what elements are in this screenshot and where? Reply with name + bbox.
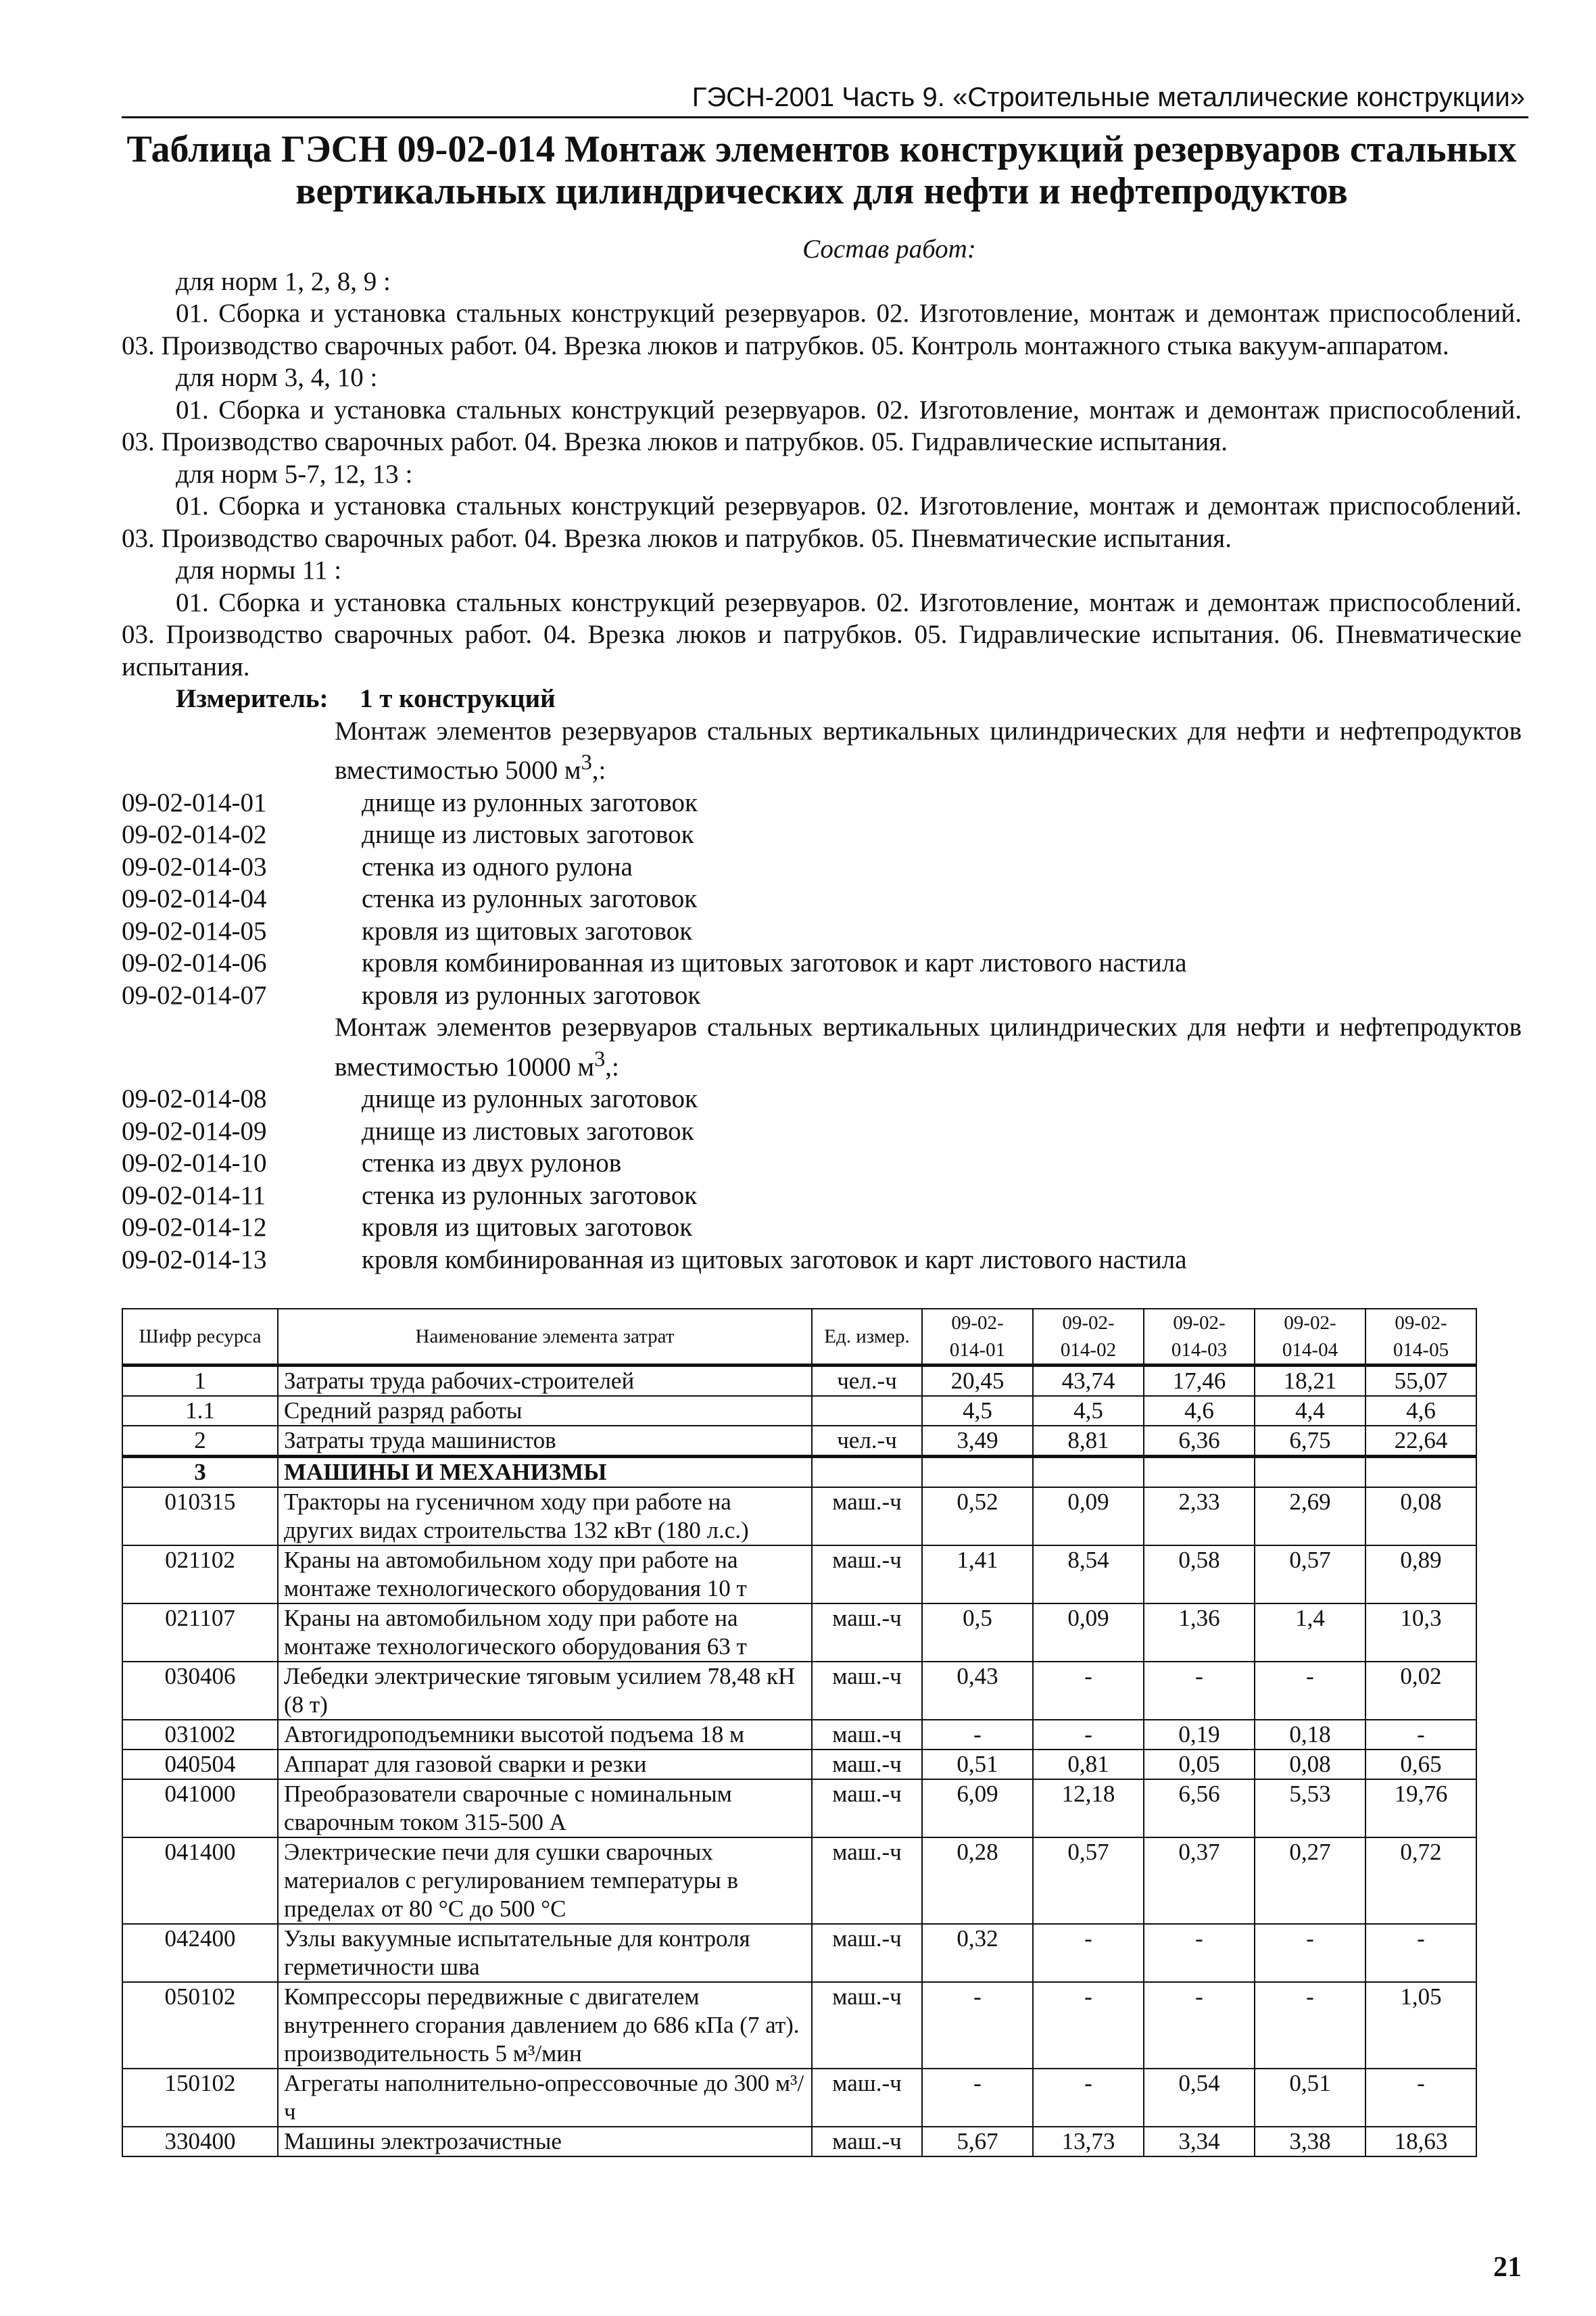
cell-value: -: [1033, 1982, 1144, 2069]
norm-code: 09-02-014-13: [122, 1245, 267, 1274]
cell-value: 0,51: [922, 1750, 1033, 1779]
cell-value: 20,45: [922, 1366, 1033, 1397]
table-header-row: [122, 1309, 1476, 1366]
norm-group-label: для норм 5-7, 12, 13 :: [176, 459, 413, 489]
norm-item: [122, 1083, 1522, 1115]
norm-desc: кровля комбинированная из щитовых заготовок и карт листового настила: [362, 1245, 1187, 1274]
cell-unit: [812, 1396, 922, 1426]
cell-value: [1144, 1457, 1255, 1488]
page-number: 21: [1493, 2252, 1522, 2283]
cell-value: 4,5: [922, 1396, 1033, 1426]
norm-item: [122, 915, 1522, 948]
header-norm-col: 09-02- 014-02: [1033, 1309, 1144, 1366]
cell-code: 3: [122, 1457, 278, 1488]
cell-value: 19,76: [1365, 1779, 1476, 1837]
norm-desc: кровля из щитовых заготовок: [362, 916, 693, 946]
cell-unit: маш.-ч: [812, 1924, 922, 1982]
cell-value: -: [1144, 1924, 1255, 1982]
cell-unit: чел.-ч: [812, 1426, 922, 1457]
table-row: [122, 1924, 1476, 1982]
table-row: [122, 1487, 1476, 1545]
cell-value: 5,53: [1255, 1779, 1365, 1837]
meter-row: [122, 683, 1522, 715]
cell-code: 041400: [122, 1837, 278, 1924]
norm-item: [122, 1244, 1522, 1276]
cell-value: -: [1033, 1662, 1144, 1720]
cell-name: Автогидроподъемники высотой подъема 18 м: [278, 1720, 812, 1750]
cell-name: Аппарат для газовой сварки и резки: [278, 1750, 812, 1779]
cell-name: Тракторы на гусеничном ходу при работе на других видах строительства 132 кВт (180 л.с.): [278, 1487, 812, 1545]
cell-value: 0,37: [1144, 1837, 1255, 1924]
cell-value: -: [1033, 1720, 1144, 1750]
cell-value: 55,07: [1365, 1366, 1476, 1397]
table-row: [122, 2069, 1476, 2127]
table-row: [122, 1603, 1476, 1662]
norm-item: [122, 787, 1522, 819]
body-text: [122, 233, 1522, 1276]
cell-value: 4,4: [1255, 1396, 1365, 1426]
norm-code: 09-02-014-06: [122, 948, 267, 978]
cell-unit: маш.-ч: [812, 1603, 922, 1662]
norm-group-heading: Монтаж элементов резервуаров стальных вертикальных цилиндрических для нефти и нефтепродуктов вместимостью 10000 $м^3$,:: [335, 1013, 1522, 1082]
norm-desc: днище из рулонных заготовок: [362, 1084, 698, 1113]
norm-code: 09-02-014-11: [122, 1180, 266, 1210]
header-code: Шифр ресурса: [122, 1309, 278, 1366]
cell-value: 1,05: [1365, 1982, 1476, 2069]
cell-value: 8,54: [1033, 1545, 1144, 1603]
cell-value: 0,02: [1365, 1662, 1476, 1720]
cell-value: 0,58: [1144, 1545, 1255, 1603]
norm-group-text: 01. Сборка и установка стальных конструкций резервуаров. 02. Изготовление, монтаж и демонтаж приспособлений. 03. Производство сварочных работ. 04. Врезка люков и патрубков. 05. Контроль монтажного стыка вакуум-аппаратом.: [122, 299, 1522, 360]
cell-code: 050102: [122, 1982, 278, 2069]
cell-name: Агрегаты наполнительно-опрессовочные до 300 м³/ч: [278, 2069, 812, 2127]
header-norm-col: 09-02- 014-01: [922, 1309, 1033, 1366]
cell-value: 0,05: [1144, 1750, 1255, 1779]
cell-name: МАШИНЫ И МЕХАНИЗМЫ: [278, 1457, 812, 1488]
cell-value: 0,57: [1033, 1837, 1144, 1924]
cell-value: 22,64: [1365, 1426, 1476, 1457]
norm-desc: днище из рулонных заготовок: [362, 788, 698, 817]
cell-code: 021102: [122, 1545, 278, 1603]
cell-value: 6,56: [1144, 1779, 1255, 1837]
norm-code: 09-02-014-01: [122, 788, 267, 817]
norm-desc: кровля комбинированная из щитовых заготовок и карт листового настила: [362, 948, 1187, 978]
cell-value: 2,33: [1144, 1487, 1255, 1545]
norm-code: 09-02-014-05: [122, 916, 267, 946]
cell-value: 0,65: [1365, 1750, 1476, 1779]
cell-value: 0,51: [1255, 2069, 1365, 2127]
cell-value: 1,4: [1255, 1603, 1365, 1662]
table-row: [122, 1837, 1476, 1924]
header-norm-col: 09-02- 014-05: [1365, 1309, 1476, 1366]
cell-value: 0,19: [1144, 1720, 1255, 1750]
table-row: [122, 1545, 1476, 1603]
cell-name: Компрессоры передвижные с двигателем внутреннего сгорания давлением до 686 кПа (7 ат). производительность 5 м³/мин: [278, 1982, 812, 2069]
cell-value: 6,75: [1255, 1426, 1365, 1457]
norm-desc: днище из листовых заготовок: [362, 1116, 694, 1146]
header-rule: [122, 116, 1528, 118]
norm-code: 09-02-014-09: [122, 1116, 267, 1146]
cell-code: 1: [122, 1366, 278, 1397]
norm-group-text: 01. Сборка и установка стальных конструкций резервуаров. 02. Изготовление, монтаж и демонтаж приспособлений. 03. Производство сварочных работ. 04. Врезка люков и патрубков. 05. Гидравлические испытания.: [122, 395, 1522, 456]
cell-value: 3,34: [1144, 2127, 1255, 2156]
norm-group-heading: Монтаж элементов резервуаров стальных вертикальных цилиндрических для нефти и нефтепродуктов вместимостью 5000 $м^3$,:: [335, 716, 1522, 785]
cell-name: Лебедки электрические тяговым усилием 78,48 кН (8 т): [278, 1662, 812, 1720]
cell-value: 4,6: [1365, 1396, 1476, 1426]
norm-item: [122, 947, 1522, 980]
cell-unit: маш.-ч: [812, 2127, 922, 2156]
norm-item: [122, 851, 1522, 884]
cell-code: 330400: [122, 2127, 278, 2156]
cell-value: -: [1144, 1662, 1255, 1720]
cell-value: 3,38: [1255, 2127, 1365, 2156]
cell-unit: маш.-ч: [812, 1750, 922, 1779]
cell-unit: маш.-ч: [812, 1487, 922, 1545]
table-row: [122, 1720, 1476, 1750]
cell-value: -: [1365, 2069, 1476, 2127]
norm-desc: стенка из рулонных заготовок: [362, 884, 698, 913]
table-title: Таблица ГЭСН 09-02-014 Монтаж элементов конструкций резервуаров стальных вертикальных цилиндрических для нефти и нефтепродуктов: [126, 128, 1517, 212]
cell-value: 5,67: [922, 2127, 1033, 2156]
norm-desc: стенка из одного рулона: [362, 852, 633, 882]
meter-label: Измеритель:: [176, 684, 329, 713]
norm-code: 09-02-014-08: [122, 1084, 267, 1113]
norm-code: 09-02-014-07: [122, 980, 267, 1010]
cell-code: 041000: [122, 1779, 278, 1837]
norm-desc: стенка из двух рулонов: [362, 1149, 622, 1178]
cell-unit: [812, 1457, 922, 1488]
table-row: [122, 1982, 1476, 2069]
header-name: Наименование элемента затрат: [278, 1309, 812, 1366]
cell-name: Краны на автомобильном ходу при работе на монтаже технологического оборудования 10 т: [278, 1545, 812, 1603]
cell-value: 2,69: [1255, 1487, 1365, 1545]
cell-unit: маш.-ч: [812, 2069, 922, 2127]
cell-code: 042400: [122, 1924, 278, 1982]
cell-value: 0,89: [1365, 1545, 1476, 1603]
cell-value: [1255, 1457, 1365, 1488]
cell-value: -: [1033, 1924, 1144, 1982]
norm-group-label: для нормы 11 :: [176, 556, 342, 585]
cell-value: 17,46: [1144, 1366, 1255, 1397]
cell-unit: маш.-ч: [812, 1779, 922, 1837]
meter-value: 1 т конструкций: [360, 684, 556, 713]
cell-value: -: [1255, 1924, 1365, 1982]
table-row: [122, 1662, 1476, 1720]
cell-value: 1,36: [1144, 1603, 1255, 1662]
cell-value: 0,52: [922, 1487, 1033, 1545]
table-row: [122, 1779, 1476, 1837]
cell-value: [1365, 1457, 1476, 1488]
cell-code: 021107: [122, 1603, 278, 1662]
norm-item: [122, 980, 1522, 1012]
cell-code: 2: [122, 1426, 278, 1457]
cell-value: -: [1033, 2069, 1144, 2127]
table-row: [122, 1396, 1476, 1426]
cell-value: 0,5: [922, 1603, 1033, 1662]
norm-item: [122, 883, 1522, 915]
norm-group-text: 01. Сборка и установка стальных конструкций резервуаров. 02. Изготовление, монтаж и демонтаж приспособлений. 03. Производство сварочных работ. 04. Врезка люков и патрубков. 05. Пневматические испытания.: [122, 491, 1522, 553]
cell-value: [922, 1457, 1033, 1488]
table-row: [122, 1750, 1476, 1779]
norm-code: 09-02-014-02: [122, 820, 267, 849]
cell-name: Узлы вакуумные испытательные для контроля герметичности шва: [278, 1924, 812, 1982]
cell-name: Преобразователи сварочные с номинальным сварочным током 315-500 А: [278, 1779, 812, 1837]
cell-value: -: [1255, 1662, 1365, 1720]
norm-desc: кровля из рулонных заготовок: [362, 980, 701, 1010]
resource-table: [122, 1308, 1477, 2157]
cell-value: 0,57: [1255, 1545, 1365, 1603]
cell-unit: маш.-ч: [812, 1720, 922, 1750]
norm-desc: днище из листовых заготовок: [362, 820, 694, 849]
cell-value: 0,09: [1033, 1603, 1144, 1662]
cell-name: Краны на автомобильном ходу при работе на монтаже технологического оборудования 63 т: [278, 1603, 812, 1662]
cell-value: 18,63: [1365, 2127, 1476, 2156]
cell-value: -: [922, 1720, 1033, 1750]
running-header: ГЭСН-2001 Часть 9. «Строительные металлические конструкции»: [692, 82, 1525, 112]
norm-item: [122, 1211, 1522, 1244]
cell-value: 0,08: [1365, 1487, 1476, 1545]
norm-code: 09-02-014-12: [122, 1213, 267, 1242]
cell-unit: маш.-ч: [812, 1982, 922, 2069]
cell-value: 6,36: [1144, 1426, 1255, 1457]
cell-value: 0,81: [1033, 1750, 1144, 1779]
cell-name: Электрические печи для сушки сварочных материалов с регулированием температуры в пределах от 80 °С до 500 °С: [278, 1837, 812, 1924]
cell-unit: маш.-ч: [812, 1545, 922, 1603]
cell-name: Затраты труда машинистов: [278, 1426, 812, 1457]
cell-value: -: [1255, 1982, 1365, 2069]
cell-value: 18,21: [1255, 1366, 1365, 1397]
cell-value: -: [1144, 1982, 1255, 2069]
norm-item: [122, 1180, 1522, 1212]
norm-item: [122, 1115, 1522, 1148]
cell-value: 10,3: [1365, 1603, 1476, 1662]
cell-value: 3,49: [922, 1426, 1033, 1457]
cell-name: Средний разряд работы: [278, 1396, 812, 1426]
cell-name: Машины электрозачистные: [278, 2127, 812, 2156]
norm-group-label: для норм 1, 2, 8, 9 :: [176, 266, 391, 296]
cell-code: 031002: [122, 1720, 278, 1750]
norm-group-label: для норм 3, 4, 10 :: [176, 363, 378, 392]
header-norm-col: 09-02- 014-03: [1144, 1309, 1255, 1366]
norm-code: 09-02-014-03: [122, 852, 267, 882]
cell-value: -: [1365, 1924, 1476, 1982]
norm-group-text: 01. Сборка и установка стальных конструкций резервуаров. 02. Изготовление, монтаж и демонтаж приспособлений. 03. Производство сварочных работ. 04. Врезка люков и патрубков. 05. Гидравлические испытания. 06. Пневматические испытания.: [122, 587, 1522, 681]
cell-code: 1.1: [122, 1396, 278, 1426]
cell-value: 4,5: [1033, 1396, 1144, 1426]
cell-value: 8,81: [1033, 1426, 1144, 1457]
cell-value: -: [922, 2069, 1033, 2127]
cell-name: Затраты труда рабочих-строителей: [278, 1366, 812, 1397]
cell-code: 030406: [122, 1662, 278, 1720]
cell-code: 150102: [122, 2069, 278, 2127]
table-row: [122, 2127, 1476, 2156]
table-row: [122, 1366, 1476, 1397]
cell-value: -: [922, 1982, 1033, 2069]
cell-unit: маш.-ч: [812, 1662, 922, 1720]
cell-value: 12,18: [1033, 1779, 1144, 1837]
work-composition-heading: Состав работ:: [802, 235, 976, 264]
norm-item: [122, 819, 1522, 851]
norm-desc: кровля из щитовых заготовок: [362, 1213, 693, 1242]
header-norm-col: 09-02- 014-04: [1255, 1309, 1365, 1366]
norm-item: [122, 1147, 1522, 1180]
cell-code: 010315: [122, 1487, 278, 1545]
cell-value: 0,09: [1033, 1487, 1144, 1545]
table-row: [122, 1457, 1476, 1488]
cell-value: 1,41: [922, 1545, 1033, 1603]
header-unit: Ед. измер.: [812, 1309, 922, 1366]
cell-value: 0,54: [1144, 2069, 1255, 2127]
cell-value: 0,72: [1365, 1837, 1476, 1924]
cell-value: 0,27: [1255, 1837, 1365, 1924]
cell-value: 13,73: [1033, 2127, 1144, 2156]
cell-unit: чел.-ч: [812, 1366, 922, 1397]
cell-unit: маш.-ч: [812, 1837, 922, 1924]
cell-value: [1033, 1457, 1144, 1488]
cell-value: 0,08: [1255, 1750, 1365, 1779]
norm-desc: стенка из рулонных заготовок: [362, 1180, 698, 1210]
cell-value: 4,6: [1144, 1396, 1255, 1426]
cell-value: 0,18: [1255, 1720, 1365, 1750]
cell-value: 0,43: [922, 1662, 1033, 1720]
cell-value: 0,28: [922, 1837, 1033, 1924]
cell-value: 6,09: [922, 1779, 1033, 1837]
cell-value: 0,32: [922, 1924, 1033, 1982]
cell-value: 43,74: [1033, 1366, 1144, 1397]
norm-code: 09-02-014-04: [122, 884, 267, 913]
cell-code: 040504: [122, 1750, 278, 1779]
cell-value: -: [1365, 1720, 1476, 1750]
table-row: [122, 1426, 1476, 1457]
norm-code: 09-02-014-10: [122, 1149, 267, 1178]
